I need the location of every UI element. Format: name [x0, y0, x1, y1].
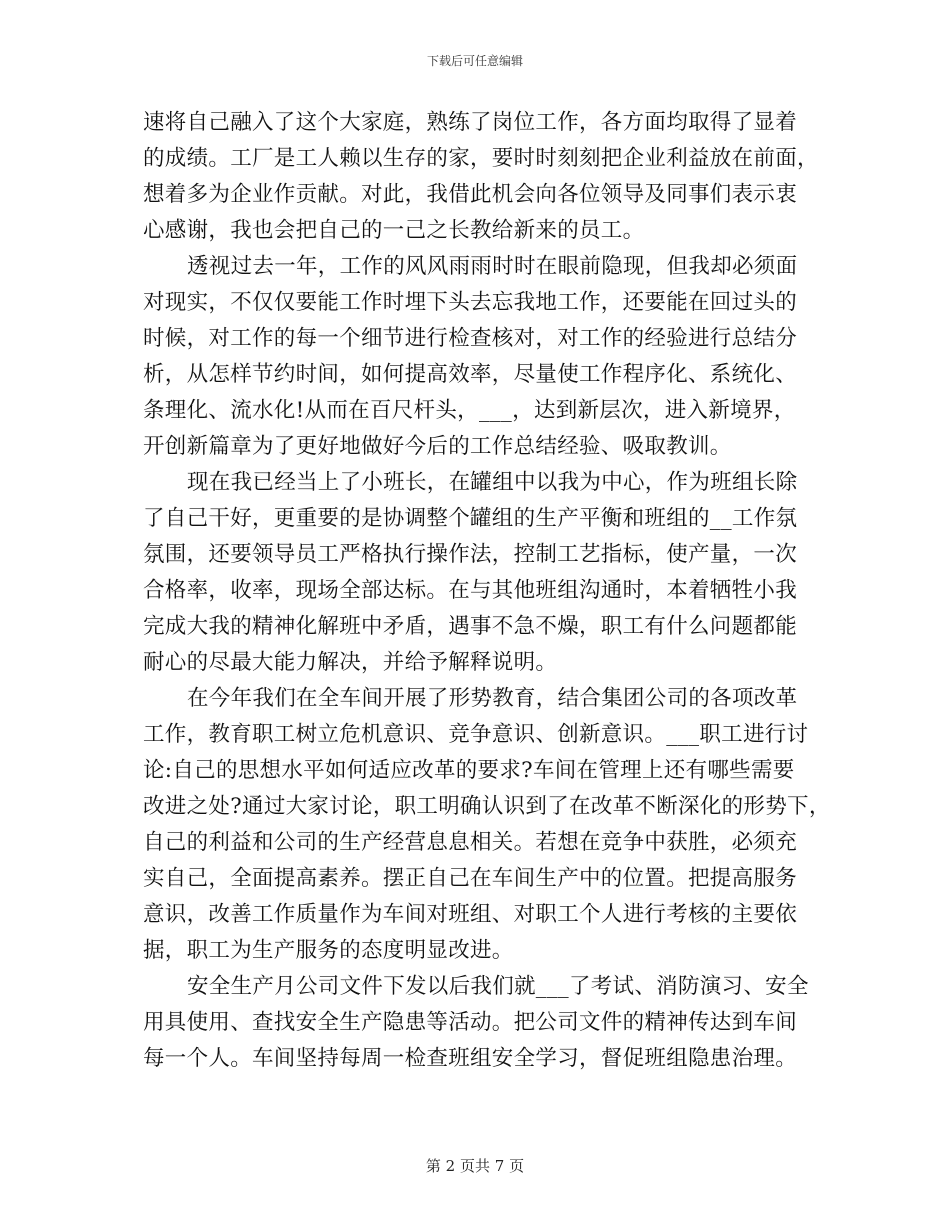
text-line: 心感谢，我也会把自己的一己之长教给新来的员工。 — [143, 218, 645, 243]
text-line: 改进之处?通过大家讨论，职工明确认识到了在改革不断深化的形势下， — [143, 794, 831, 819]
text-line: 的成绩。工厂是工人赖以生存的家，要时时刻刻把企业利益放在前面， — [143, 146, 819, 171]
text-line: 速将自己融入了这个大家庭，熟练了岗位工作，各方面均取得了显着 — [143, 110, 798, 135]
text-line: 了自己干好，更重要的是协调整个罐组的生产平衡和班组的__工作氛 — [143, 506, 798, 531]
text-line: 耐心的尽最大能力解决，并给予解释说明。 — [143, 650, 558, 675]
page-number: 第 2 页共 7 页 — [425, 1157, 525, 1175]
text-line: 对现实，不仅仅要能工作时埋下头去忘我地工作，还要能在回过头的 — [143, 290, 798, 315]
text-line: 析，从怎样节约时间，如何提高效率，尽量使工作程序化、系统化、 — [143, 362, 798, 387]
text-line: 氛围，还要领导员工严格执行操作法，控制工艺指标，使产量，一次 — [143, 542, 798, 567]
text-line: 时候，对工作的每一个细节进行检查核对，对工作的经验进行总结分 — [143, 326, 798, 351]
text-line: 开创新篇章为了更好地做好今后的工作总结经验、吸取教训。 — [143, 434, 732, 459]
text-line: 意识，改善工作质量作为车间对班组、对职工个人进行考核的主要依 — [143, 902, 798, 927]
text-line: 实自己，全面提高素养。摆正自己在车间生产中的位置。把提高服务 — [143, 866, 798, 891]
text-line: 安全生产月公司文件下发以后我们就___了考试、消防演习、安全 — [187, 974, 809, 999]
text-line: 合格率，收率，现场全部达标。在与其他班组沟通时，本着牺牲小我 — [143, 578, 798, 603]
page-header-note: 下载后可任意编辑 — [426, 54, 523, 68]
text-line: 透视过去一年，工作的风风雨雨时时在眼前隐现，但我却必须面 — [187, 254, 798, 279]
text-line: 工作，教育职工树立危机意识、竞争意识、创新意识。___职工进行讨 — [143, 722, 809, 747]
text-line: 自己的利益和公司的生产经营息息相关。若想在竞争中获胜，必须充 — [143, 830, 798, 855]
paragraph — [143, 249, 823, 465]
paragraph — [143, 681, 831, 969]
text-line: 完成大我的精神化解班中矛盾，遇事不急不燥，职工有什么问题都能 — [143, 614, 798, 639]
text-line: 每一个人。车间坚持每周一检查班组安全学习，督促班组隐患治理。 — [143, 1046, 798, 1071]
text-line: 据，职工为生产服务的态度明显改进。 — [143, 938, 514, 963]
document-body — [143, 105, 831, 1077]
text-line: 现在我已经当上了小班长，在罐组中以我为中心，作为班组长除 — [187, 470, 798, 495]
paragraph — [143, 465, 823, 681]
text-line: 想着多为企业作贡献。对此，我借此机会向各位领导及同事们表示衷 — [143, 182, 798, 207]
text-line: 论:自己的思想水平如何适应改革的要求?车间在管理上还有哪些需要 — [143, 758, 795, 783]
paragraph — [143, 969, 823, 1077]
text-line: 在今年我们在全车间开展了形势教育，结合集团公司的各项改革 — [187, 686, 798, 711]
text-line: 条理化、流水化!从而在百尺杆头，___，达到新层次，进入新境界， — [143, 398, 796, 423]
text-line: 用具使用、查找安全生产隐患等活动。把公司文件的精神传达到车间 — [143, 1010, 798, 1035]
paragraph — [143, 105, 823, 249]
